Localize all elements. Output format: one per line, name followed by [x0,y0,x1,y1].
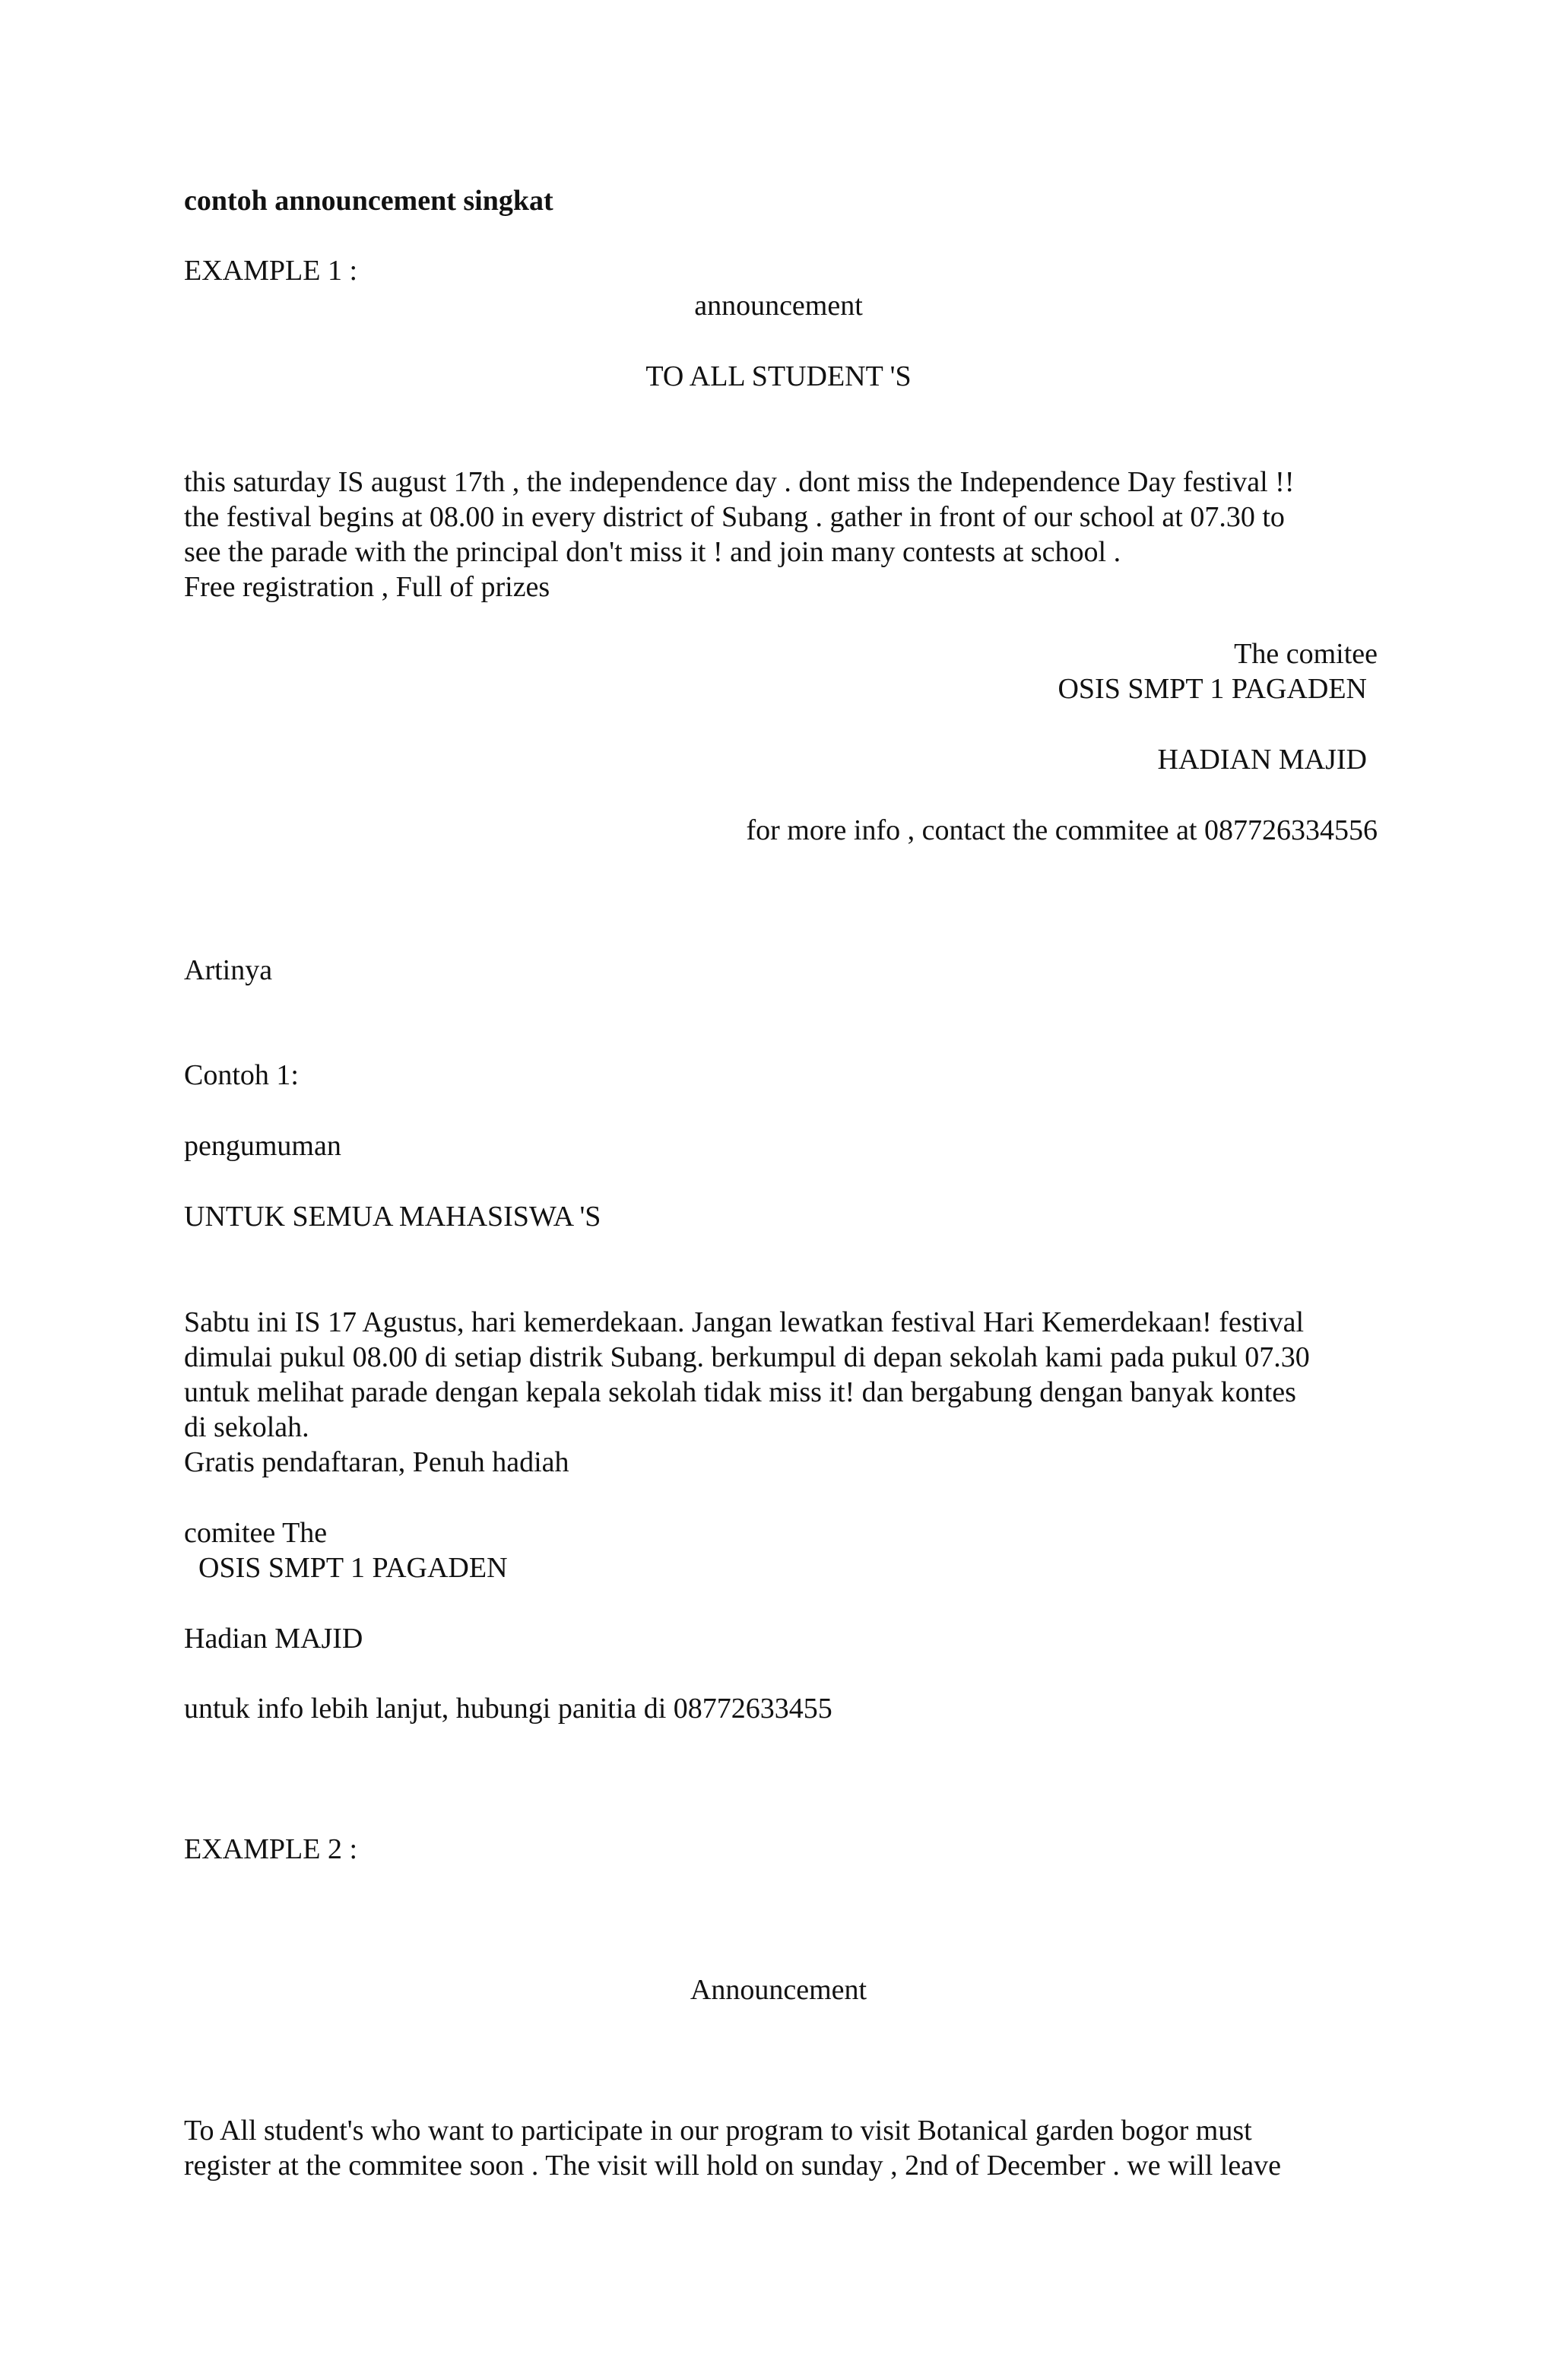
translation-recipient: UNTUK SEMUA MAHASISWA 'S [184,1201,601,1233]
translation-body-line: Gratis pendaftaran, Penuh hadiah [184,1446,569,1478]
example-1-signature-name: HADIAN MAJID [1157,744,1367,776]
translation-body-line: di sekolah. [184,1411,309,1443]
example-1-label: EXAMPLE 1 : [184,255,357,287]
example-1-body-line: Free registration , Full of prizes [184,571,550,603]
translation-body-line: Sabtu ini IS 17 Agustus, hari kemerdekaan. Jangan lewatkan festival Hari Kemerdekaan! festival [184,1306,1305,1338]
translation-body-line: dimulai pukul 08.00 di setiap distrik Subang. berkumpul di depan sekolah kami pada pukul 07.30 [184,1341,1310,1373]
translation-signature-name: Hadian MAJID [184,1623,363,1655]
example-2-body-line: To All student's who want to participate in our program to visit Botanical garden bogor must [184,2115,1252,2147]
example-1-signature-org: OSIS SMPT 1 PAGADEN [1058,673,1367,705]
example-1-heading: announcement [694,290,863,322]
example-1-body-line: this saturday IS august 17th , the independence day . dont miss the Independence Day festival !! [184,466,1295,498]
document-title: contoh announcement singkat [184,185,553,217]
example-1-signature-role: The comitee [1234,638,1378,670]
example-1-body-line: see the parade with the principal don't miss it ! and join many contests at school . [184,536,1121,568]
translation-example-label: Contoh 1: [184,1059,299,1091]
example-2-body-line: register at the commitee soon . The visit will hold on sunday , 2nd of December . we will leave [184,2150,1281,2182]
translation-label: Artinya [184,954,273,986]
example-2-heading: Announcement [690,1974,867,2006]
translation-contact: untuk info lebih lanjut, hubungi panitia di 08772633455 [184,1693,832,1725]
translation-heading: pengumuman [184,1130,341,1162]
translation-signature-role: comitee The [184,1517,328,1549]
translation-body-line: untuk melihat parade dengan kepala sekolah tidak miss it! dan bergabung dengan banyak kontes [184,1376,1296,1408]
example-1-recipient: TO ALL STUDENT 'S [645,360,912,392]
translation-signature-org: OSIS SMPT 1 PAGADEN [184,1552,508,1584]
example-2-label: EXAMPLE 2 : [184,1833,357,1865]
example-1-contact: for more info , contact the commitee at 087726334556 [746,814,1378,846]
example-1-body-line: the festival begins at 08.00 in every district of Subang . gather in front of our school at 07.30 to [184,501,1285,533]
